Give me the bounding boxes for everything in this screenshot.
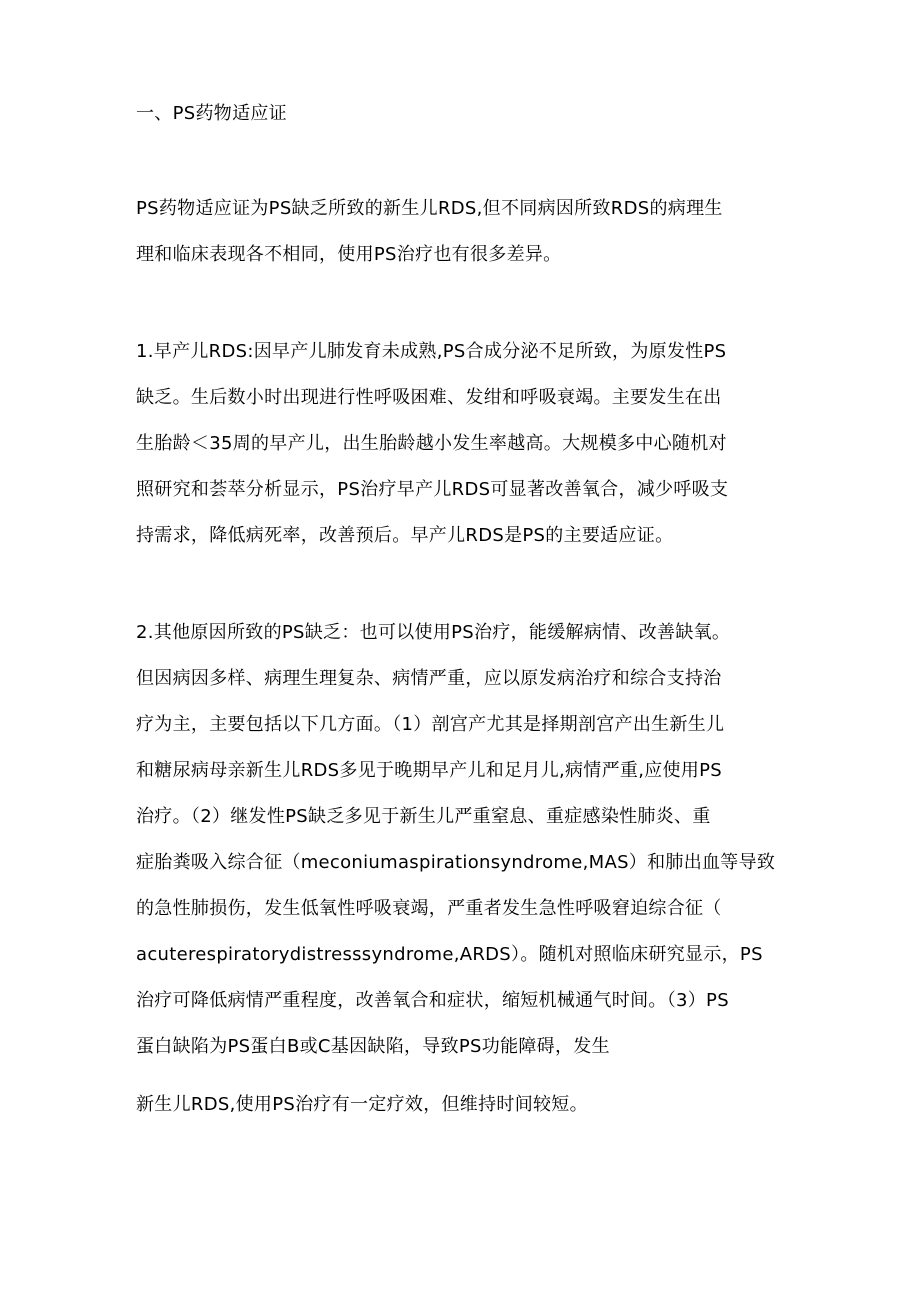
paragraph-2-line-1: 1.早产儿RDS:因早产儿肺发育未成熟,PS合成分泌不足所致，为原发性PS	[136, 341, 727, 362]
paragraph-3-line-8: acuterespiratorydistresssyndrome,ARDS）。随机对照临床研究显示，PS	[136, 944, 763, 965]
paragraph-3-line-3: 疗为主，主要包括以下几方面。（1）剖宫产尤其是择期剖宫产出生新生儿	[136, 714, 725, 735]
paragraph-2-line-3: 生胎龄＜35周的早产儿，出生胎龄越小发生率越高。大规模多中心随机对	[136, 433, 727, 454]
paragraph-3-line-4: 和糖尿病母亲新生儿RDS多见于晚期早产儿和足月儿,病情严重,应使用PS	[136, 760, 723, 781]
section-heading: 一、PS药物适应证	[136, 103, 287, 124]
paragraph-3-line-11: 新生儿RDS,使用PS治疗有一定疗效，但维持时间较短。	[136, 1094, 588, 1115]
paragraph-1-line-2: 理和临床表现各不相同，使用PS治疗也有很多差异。	[136, 244, 562, 265]
paragraph-2-line-5: 持需求，降低病死率，改善预后。早产儿RDS是PS的主要适应证。	[136, 525, 674, 546]
paragraph-2-line-2: 缺乏。生后数小时出现进行性呼吸困难、发绀和呼吸衰竭。主要发生在出	[136, 387, 722, 408]
paragraph-2-line-4: 照研究和荟萃分析显示，PS治疗早产儿RDS可显著改善氧合，减少呼吸支	[136, 479, 729, 500]
paragraph-3-line-9: 治疗可降低病情严重程度，改善氧合和症状，缩短机械通气时间。（3）PS	[136, 990, 729, 1011]
paragraph-3-line-5: 治疗。（2）继发性PS缺乏多见于新生儿严重窒息、重症感染性肺炎、重	[136, 806, 711, 827]
paragraph-3-line-2: 但因病因多样、病理生理复杂、病情严重，应以原发病治疗和综合支持治	[136, 668, 722, 689]
paragraph-1-line-1: PS药物适应证为PS缺乏所致的新生儿RDS,但不同病因所致RDS的病理生	[136, 198, 723, 219]
paragraph-3-line-7: 的急性肺损伤，发生低氧性呼吸衰竭，严重者发生急性呼吸窘迫综合征（	[136, 898, 722, 919]
paragraph-3-line-10: 蛋白缺陷为PS蛋白B或C基因缺陷，导致PS功能障碍，发生	[136, 1036, 610, 1057]
paragraph-3-line-1: 2.其他原因所致的PS缺乏：也可以使用PS治疗，能缓解病情、改善缺氧。	[136, 622, 731, 643]
paragraph-3-line-6: 症胎粪吸入综合征（meconiumaspirationsyndrome,MAS）和肺出血等导致	[136, 852, 776, 873]
